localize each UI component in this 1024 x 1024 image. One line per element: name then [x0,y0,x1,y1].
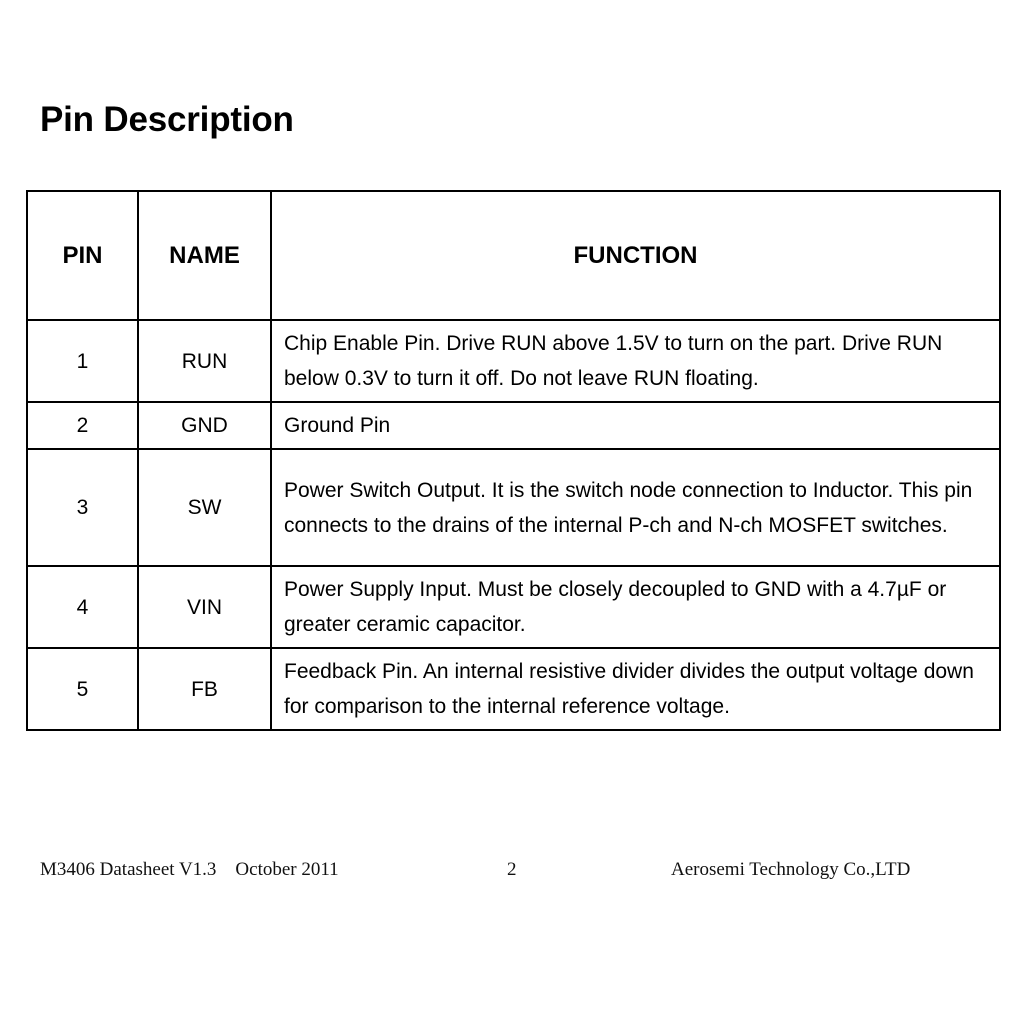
pin-function-cell: Ground Pin [271,402,1000,449]
pin-description-table [26,190,1001,731]
table-row [27,320,1000,402]
header-name: NAME [138,191,271,320]
pin-name-cell: SW [138,449,271,566]
table-row [27,648,1000,730]
table-row [27,566,1000,648]
pin-function-cell: Power Supply Input. Must be closely decoupled to GND with a 4.7µF or greater ceramic capacitor. [271,566,1000,648]
table-row [27,449,1000,566]
footer-company: Aerosemi Technology Co.,LTD [671,859,911,880]
footer-document-info: M3406 Datasheet V1.3 October 2011 [40,859,339,880]
header-function: FUNCTION [271,191,1000,320]
pin-number-cell: 1 [27,320,138,402]
footer-page-number: 2 [507,859,517,880]
pin-name-cell: VIN [138,566,271,648]
pin-number-cell: 5 [27,648,138,730]
pin-number-cell: 3 [27,449,138,566]
table-header-row [27,191,1000,320]
table-row [27,402,1000,449]
pin-number-cell: 4 [27,566,138,648]
section-title: Pin Description [40,100,294,139]
header-pin: PIN [27,191,138,320]
pin-function-cell: Feedback Pin. An internal resistive divider divides the output voltage down for comparison to the internal reference voltage. [271,648,1000,730]
pin-name-cell: RUN [138,320,271,402]
pin-name-cell: GND [138,402,271,449]
pin-function-cell: Chip Enable Pin. Drive RUN above 1.5V to turn on the part. Drive RUN below 0.3V to turn it off. Do not leave RUN floating. [271,320,1000,402]
pin-name-cell: FB [138,648,271,730]
pin-number-cell: 2 [27,402,138,449]
pin-function-cell: Power Switch Output. It is the switch node connection to Inductor. This pin connects to the drains of the internal P-ch and N-ch MOSFET switches. [271,449,1000,566]
